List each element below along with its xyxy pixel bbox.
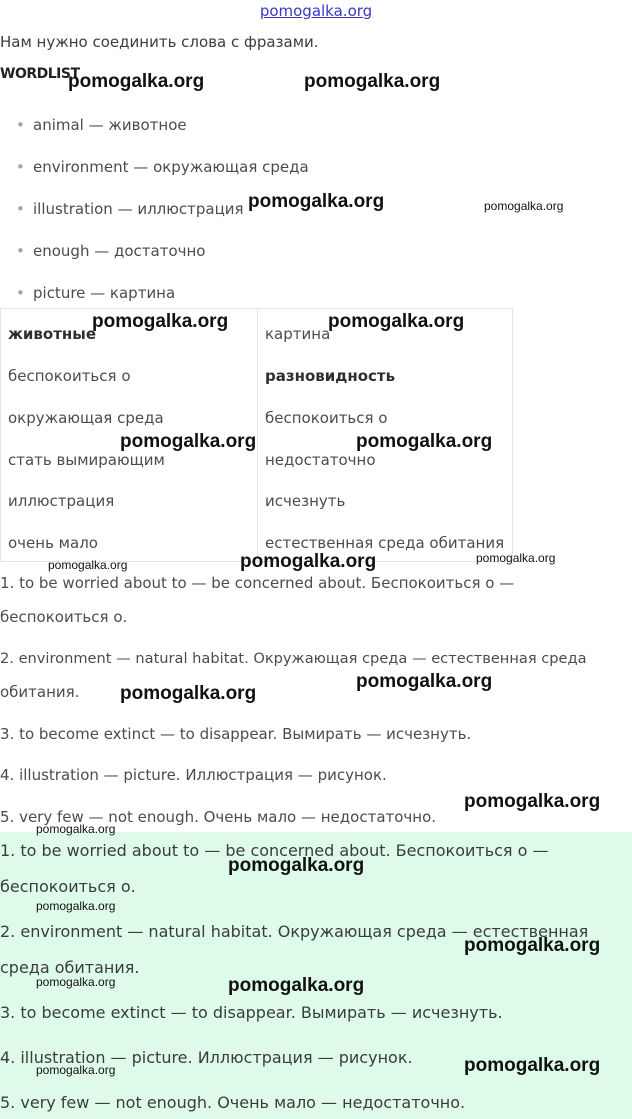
- watermark: pomogalka.org: [36, 1063, 116, 1077]
- watermark: pomogalka.org: [92, 311, 229, 332]
- watermark: pomogalka.org: [356, 671, 493, 692]
- watermark: pomogalka.org: [36, 975, 116, 989]
- watermark: pomogalka.org: [328, 311, 465, 332]
- bullet-icon: •: [16, 284, 25, 302]
- wordlist-item: • environment — окружающая среда: [16, 158, 309, 176]
- table-cell-right: беспокоиться о: [265, 409, 388, 427]
- table-cell-right: естественная среда обитания: [265, 534, 505, 552]
- highlighted-answer-line: 2. environment — natural habitat. Окружающая среда — естественная: [0, 922, 589, 941]
- watermark: pomogalka.org: [356, 431, 493, 452]
- highlighted-answer-line: 1. to be worried about to — be concerned about. Беспокоиться о —: [0, 841, 549, 860]
- wordlist-item: • illustration — иллюстрация: [16, 200, 244, 218]
- watermark: pomogalka.org: [36, 899, 116, 913]
- answer-line: 2. environment — natural habitat. Окружающая среда — естественная среда: [0, 650, 587, 667]
- watermark: pomogalka.org: [48, 558, 128, 572]
- answer-line: обитания.: [0, 683, 80, 701]
- watermark: pomogalka.org: [464, 935, 601, 956]
- watermark: pomogalka.org: [36, 822, 116, 836]
- highlighted-answer-line: 4. illustration — picture. Иллюстрация — рисунок.: [0, 1048, 413, 1067]
- table-cell-left: очень мало: [8, 534, 98, 552]
- watermark: pomogalka.org: [484, 199, 564, 213]
- table-cell-left: иллюстрация: [8, 492, 115, 510]
- watermark: pomogalka.org: [120, 683, 257, 704]
- answer-line: 5. very few — not enough. Очень мало — недостаточно.: [0, 808, 437, 826]
- wordlist-item: • enough — достаточно: [16, 242, 206, 260]
- watermark: pomogalka.org: [248, 191, 385, 212]
- table-cell-left: стать вымирающим: [8, 451, 165, 469]
- watermark: pomogalka.org: [476, 551, 556, 565]
- table-cell-right: картина: [265, 325, 331, 343]
- answer-line: 1. to be worried about to — be concerned about. Беспокоиться о —: [0, 574, 515, 592]
- answer-line: беспокоиться о.: [0, 608, 128, 626]
- watermark: pomogalka.org: [304, 71, 441, 92]
- table-cell-right: исчезнуть: [265, 492, 346, 510]
- bullet-icon: •: [16, 116, 25, 134]
- bullet-icon: •: [16, 242, 25, 260]
- table-cell-left: окружающая среда: [8, 409, 164, 427]
- table-divider: [257, 308, 258, 562]
- watermark: pomogalka.org: [228, 975, 365, 996]
- bullet-icon: •: [16, 200, 25, 218]
- watermark: pomogalka.org: [228, 855, 365, 876]
- site-link[interactable]: pomogalka.org: [259, 2, 373, 20]
- wordlist-title: WORDLIST: [0, 66, 80, 82]
- watermark: pomogalka.org: [68, 71, 205, 92]
- table-cell-right: недостаточно: [265, 451, 376, 469]
- watermark: pomogalka.org: [240, 551, 377, 572]
- wordlist-item: • animal — животное: [16, 116, 187, 134]
- watermark: pomogalka.org: [464, 1055, 601, 1076]
- answer-line: 3. to become extinct — to disappear. Вымирать — исчезнуть.: [0, 725, 472, 743]
- table-cell-left: животные: [8, 325, 97, 343]
- wordlist-item: • picture — картина: [16, 284, 176, 302]
- watermark: pomogalka.org: [120, 431, 257, 452]
- highlighted-answer-line: среда обитания.: [0, 958, 140, 977]
- highlighted-answer-line: 5. very few — not enough. Очень мало — недостаточно.: [0, 1093, 466, 1112]
- highlighted-answer-line: беспокоиться о.: [0, 877, 136, 896]
- intro-text: Нам нужно соединить слова с фразами.: [0, 33, 319, 51]
- answer-line: 4. illustration — picture. Иллюстрация — рисунок.: [0, 766, 387, 784]
- table-cell-left: беспокоиться о: [8, 367, 131, 385]
- watermark: pomogalka.org: [464, 791, 601, 812]
- bullet-icon: •: [16, 158, 25, 176]
- table-cell-right: разновидность: [265, 367, 396, 385]
- highlighted-answer-line: 3. to become extinct — to disappear. Вымирать — исчезнуть.: [0, 1003, 503, 1022]
